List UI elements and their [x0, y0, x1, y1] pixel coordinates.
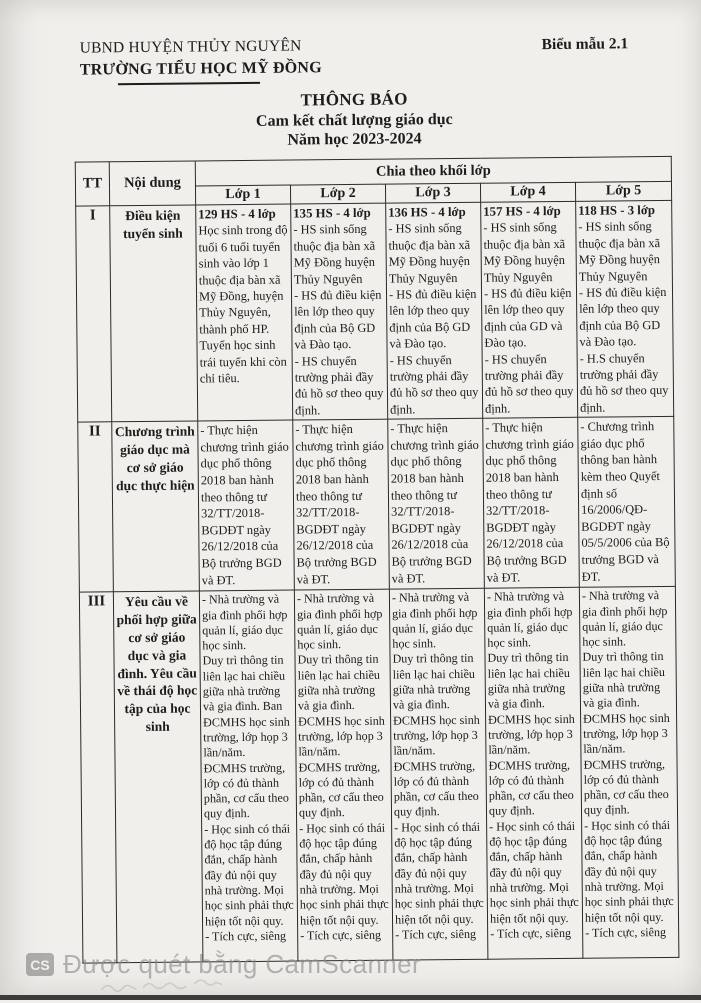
cell-text: - Nhà trường và gia đình phối hợp quản lí, giáo dục học sinh. Duy trì thông tin liên lạc hai chiều giữa nhà trường và gia đình. ĐCMHS học sinh trường, lớp họp 3 lần/năm. ĐCMHS trường, lớp có đủ thành phần, cơ cấu theo quy định. - Học sinh có thái độ học tập đúng đắn, chấp hành đầy đủ nội quy nhà trường. Mọi học sinh phải thực hiện tốt nội quy. - Tích cực, siêng: [391, 590, 484, 942]
col-header-noidung: Nội dung: [109, 161, 195, 206]
col-header-grade-3: Lớp 3: [385, 183, 480, 203]
cell-text: - HS sinh sống thuộc địa bàn xã Mỹ Đồng huyện Thủy Nguyên - HS đủ điều kiện lên lớp theo quy định của Bộ GD và Đào tạo. - HS chuyển trường phải đầy đủ hồ sơ theo quy định.: [293, 222, 384, 418]
row-number: I: [76, 206, 112, 423]
col-header-grade-5: Lớp 5: [575, 181, 671, 201]
cell-text: - Thực hiện chương trình giáo dục phổ thông 2018 ban hành theo thông tư 32/TT/2018-BGDĐT ngày 26/12/2018 của Bộ trưởng BGD và ĐT.: [295, 422, 384, 587]
cell-text: - Nhà trường và gia đình phối hợp quản lí, giáo dục học sinh. Duy trì thông tin liên lạc hai chiều giữa nhà trường và gia đình. ĐCMHS học sinh trường, lớp họp 3 lần/năm. ĐCMHS trường, lớp có đủ thành phần, cơ cấu theo quy định. - Học sinh có thái độ học tập đúng đắn, chấp hành đầy đủ nội quy nhà trường. Mọi học sinh phải thực hiện tốt nội quy. - Tích cực, siêng: [581, 588, 674, 940]
grade-cell: [579, 587, 679, 959]
doc-school-year: Năm học 2023-2024: [287, 130, 422, 149]
bottom-dark-bar: [0, 995, 701, 1000]
enrollment-count: 129 HS - 4 lớp: [198, 206, 276, 222]
enrollment-count: 157 HS - 4 lớp: [483, 203, 561, 219]
cell-text: - Chương trình giáo dục phổ thông ban hành kèm theo Quyết định số 16/2006/QĐ-BGDĐT ngày 05/5/2006 của Bộ trưởng BGD và ĐT.: [580, 419, 670, 584]
camscanner-watermark-text: Được quét bằng CamScanner: [63, 949, 422, 979]
grade-cell: [389, 589, 488, 961]
grade-cell: [484, 588, 583, 960]
grade-cell: [481, 201, 578, 418]
grade-cell: [199, 590, 298, 962]
col-header-group: Chia theo khối lớp: [195, 156, 671, 186]
camscanner-icon: CS: [26, 953, 54, 976]
cell-text: - Nhà trường và gia đình phối hợp quản lí, giáo dục học sinh. Duy trì thông tin liên lạc hai chiều giữa nhà trường và gia đình. ĐCMHS học sinh trường, lớp họp 3 lần/năm. ĐCMHS trường, lớp có đủ thành phần, cơ cấu theo quy định. - Học sinh có thái độ học tập đúng đắn, chấp hành đầy đủ nội quy nhà trường. Mọi học sinh phải thực hiện tốt nội quy. - Tích cực, siêng: [486, 589, 579, 941]
cell-text: - Thực hiện chương trình giáo dục phổ thông 2018 ban hành theo thông tư 32/TT/2018-BGDĐT ngày 26/12/2018 của Bộ trưởng BGD và ĐT.: [200, 423, 289, 588]
org-underline-rule: [118, 81, 260, 84]
col-header-grade-2: Lớp 2: [290, 184, 385, 204]
cell-text: Học sinh trong độ tuổi 6 tuổi tuyển sinh vào lớp 1 thuộc địa bàn xã Mỹ Đồng, huyện Thủy Nguyên, thành phố HP. Tuyển học sinh trái tuyến khi còn chỉ tiêu.: [198, 222, 288, 386]
row-number: III: [79, 592, 117, 963]
col-header-grade-1: Lớp 1: [195, 185, 290, 205]
grade-cell: [196, 204, 293, 421]
commitment-table: [75, 156, 680, 964]
table-row: [78, 417, 676, 593]
grade-cell: [578, 417, 676, 588]
grade-cell: [576, 200, 674, 417]
cell-text: - Nhà trường và gia đình phối hợp quản lí, giáo dục học sinh. Duy trì thông tin liên lạc hai chiều giữa nhà trường và gia đình. Ban ĐCMHS học sinh trường, lớp họp 3 lần/năm. ĐCMHS trường, lớp có đủ thành phần, cơ cấu theo quy định. - Học sinh có thái độ học tập đúng đắn, chấp hành đầy đủ nội quy nhà trường. Mọi học sinh phải thực hiện tốt nội quy. - Tích cực, siêng: [201, 591, 294, 944]
grade-cell: [294, 589, 393, 961]
col-header-tt: TT: [75, 162, 109, 206]
cell-text: - Thực hiện chương trình giáo dục phổ thông 2018 ban hành theo thông tư 32/TT/2018-BGDĐT ngày 26/12/2018 của Bộ trưởng BGD và ĐT.: [485, 420, 574, 585]
form-number: Biểu mẫu 2.1: [541, 35, 629, 54]
row-number: II: [78, 422, 114, 592]
enrollment-count: 118 HS - 3 lớp: [578, 203, 656, 218]
org-header: [80, 36, 322, 85]
grade-cell: [483, 418, 580, 589]
cell-text: - HS sinh sống thuộc địa bàn xã Mỹ Đồng huyện Thủy Nguyên - HS đủ điều kiện lên lớp theo quy định của Bộ GD và Đào tạo. - H.S chuyển trường phải đầy đủ hồ sơ theo quy định.: [578, 219, 669, 415]
row-label: Yêu cầu về phối hợp giữa cơ sở giáo dục và gia đình. Yêu cầu về thái độ học tập của học sinh: [113, 591, 203, 963]
doc-subtitle: Cam kết chất lượng giáo dục: [255, 110, 453, 130]
grade-cell: [291, 203, 388, 420]
cell-text: - HS sinh sống thuộc địa bàn xã Mỹ Đồng huyện Thủy Nguyên - HS đủ điều kiện lên lớp theo quy định của GD và Đào tạo. - HS chuyển trường phải đầy đủ hồ sơ theo quy định.: [483, 220, 574, 416]
camscanner-watermark: [26, 949, 421, 980]
table-row: [79, 587, 679, 964]
col-header-grade-4: Lớp 4: [480, 182, 575, 202]
grade-cell: [293, 419, 390, 590]
grade-cell: [198, 420, 295, 591]
enrollment-count: 136 HS - 4 lớp: [388, 204, 466, 220]
title-block: [54, 87, 655, 153]
cell-text: - Nhà trường và gia đình phối hợp quản lí, giáo dục học sinh. Duy trì thông tin liên lạc hai chiều giữa nhà trường và gia đình. ĐCMHS học sinh trường, lớp họp 3 lần/năm. ĐCMHS trường, lớp có đủ thành phần, cơ cấu theo quy định. - Học sinh có thái độ học tập đúng đắn, chấp hành đầy đủ nội quy nhà trường. Mọi học sinh phải thực hiện tốt nội quy. - Tích cực, siêng: [296, 591, 389, 943]
row-label: Điều kiện tuyển sinh: [110, 205, 198, 422]
org-name-line1: UBND HUYỆN THỦY NGUYÊN: [79, 37, 302, 57]
grade-cell: [388, 419, 485, 590]
org-name-line2: TRƯỜNG TIỂU HỌC MỸ ĐỒNG: [79, 59, 322, 79]
cell-text: - HS sinh sống thuộc địa bàn xã Mỹ Đồng huyện Thủy Nguyên - HS đủ điều kiện lên lớp theo quy định của Bộ GD và Đào tạo. - HS chuyển trường phải đầy đủ hồ sơ theo quy định.: [388, 221, 479, 417]
grade-cell: [386, 202, 483, 419]
table-row: [76, 200, 674, 422]
cell-text: - Thực hiện chương trình giáo dục phổ thông 2018 ban hành theo thông tư 32/TT/2018-BGDĐT ngày 26/12/2018 của Bộ trưởng BGD và ĐT.: [390, 421, 479, 586]
row-label: Chương trình giáo dục mà cơ sở giáo dục thực hiện: [112, 421, 200, 592]
enrollment-count: 135 HS - 4 lớp: [293, 205, 371, 221]
doc-title: THÔNG BÁO: [300, 89, 408, 110]
